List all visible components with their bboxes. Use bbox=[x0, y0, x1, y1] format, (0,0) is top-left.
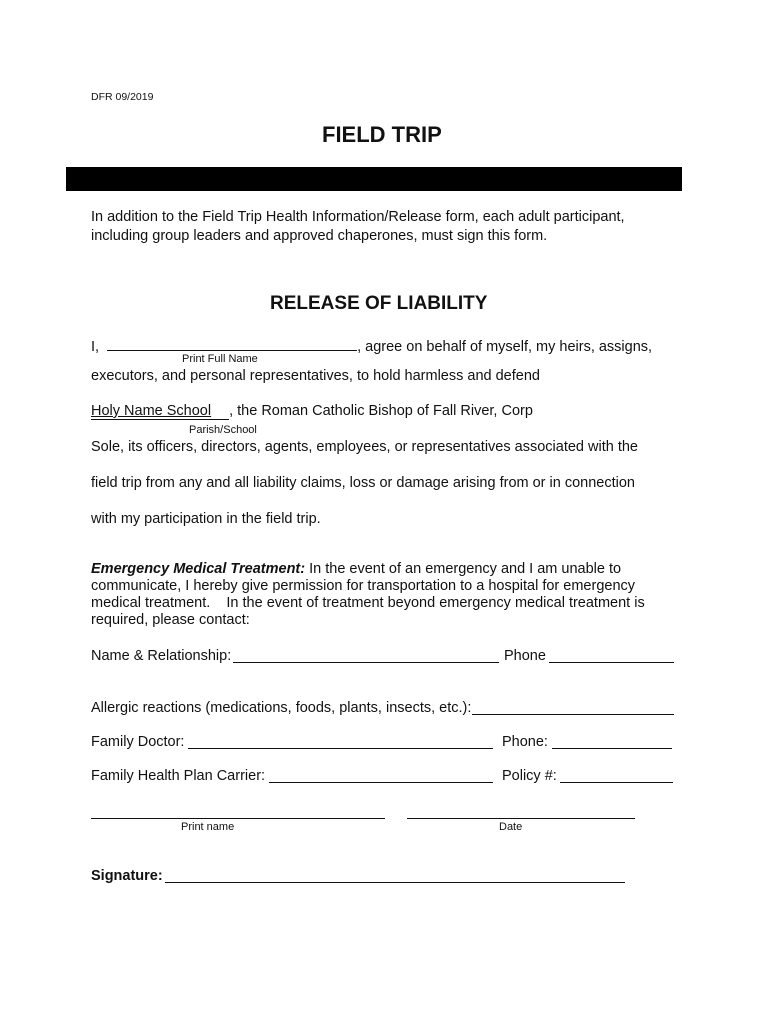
allergic-field[interactable] bbox=[472, 714, 674, 715]
release-line-1 bbox=[91, 336, 652, 355]
emergency-line-1-text: In the event of an emergency and I am unable to bbox=[305, 561, 622, 577]
full-name-field[interactable] bbox=[107, 336, 357, 351]
parish-school-label: Parish/School bbox=[189, 424, 257, 436]
policy-field[interactable] bbox=[560, 782, 673, 783]
signature-field[interactable] bbox=[165, 882, 625, 883]
form-code: DFR 09/2019 bbox=[91, 91, 154, 103]
release-line-4: Sole, its officers, directors, agents, employees, or representatives associated with the bbox=[91, 439, 638, 455]
health-plan-field[interactable] bbox=[269, 782, 493, 783]
title-bar bbox=[66, 167, 682, 191]
release-line-3-text: , the Roman Catholic Bishop of Fall River, Corp bbox=[229, 403, 533, 419]
release-line-3 bbox=[91, 403, 533, 420]
doctor-phone-field[interactable] bbox=[552, 748, 672, 749]
signature-label: Signature: bbox=[91, 868, 163, 884]
intro-line-2: including group leaders and approved chaperones, must sign this form. bbox=[91, 228, 548, 244]
name-relationship-field[interactable] bbox=[233, 662, 499, 663]
family-doctor-label: Family Doctor: bbox=[91, 734, 185, 750]
doctor-phone-label: Phone: bbox=[502, 734, 548, 750]
name-relationship-label: Name & Relationship: bbox=[91, 648, 232, 664]
release-line-5: field trip from any and all liability claims, loss or damage arising from or in connection bbox=[91, 475, 635, 491]
policy-label: Policy #: bbox=[502, 768, 557, 784]
school-name-field[interactable]: Holy Name School bbox=[91, 404, 229, 420]
phone-field[interactable] bbox=[549, 662, 674, 663]
allergic-label: Allergic reactions (medications, foods, plants, insects, etc.): bbox=[91, 700, 472, 716]
release-line-6: with my participation in the field trip. bbox=[91, 511, 321, 527]
date-label: Date bbox=[499, 821, 523, 833]
page-title: FIELD TRIP bbox=[322, 122, 442, 147]
emergency-line-1 bbox=[91, 561, 621, 577]
emergency-line-4: required, please contact: bbox=[91, 612, 250, 628]
emergency-label: Emergency Medical Treatment: bbox=[91, 561, 306, 577]
intro-line-1: In addition to the Field Trip Health Information/Release form, each adult participant, bbox=[91, 209, 625, 225]
emergency-line-2: communicate, I hereby give permission for transportation to a hospital for emergency bbox=[91, 578, 636, 594]
health-plan-label: Family Health Plan Carrier: bbox=[91, 768, 266, 784]
release-heading: RELEASE OF LIABILITY bbox=[270, 293, 488, 314]
print-full-name-label: Print Full Name bbox=[182, 353, 258, 365]
release-line-1-text: , agree on behalf of myself, my heirs, assigns, bbox=[357, 339, 653, 355]
emergency-line-3: medical treatment. In the event of treatment beyond emergency medical treatment is bbox=[91, 595, 645, 611]
date-field[interactable] bbox=[407, 818, 635, 819]
family-doctor-field[interactable] bbox=[188, 748, 493, 749]
release-line-2: executors, and personal representatives, to hold harmless and defend bbox=[91, 368, 540, 384]
print-name-label: Print name bbox=[181, 821, 235, 833]
phone-label: Phone bbox=[504, 648, 546, 664]
print-name-field[interactable] bbox=[91, 818, 385, 819]
release-prefix: I, bbox=[91, 339, 100, 355]
